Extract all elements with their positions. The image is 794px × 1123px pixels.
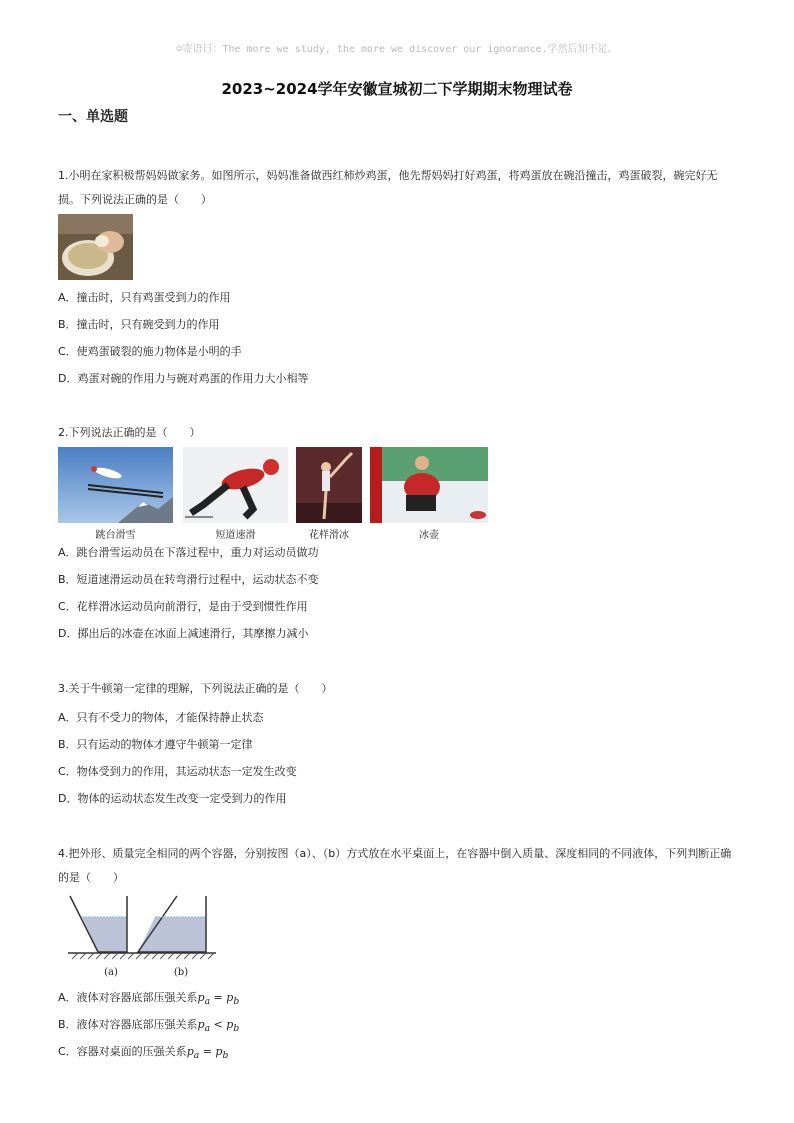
figure-skating-photo bbox=[296, 447, 362, 523]
q4-option-b-text: B．液体对容器底部压强关系 bbox=[58, 1018, 198, 1031]
question-3-stem: 3.关于牛顿第一定律的理解，下列说法正确的是（ ） bbox=[58, 682, 333, 695]
q4-option-b bbox=[58, 1016, 239, 1034]
caption-figure-skating: 花样滑冰 bbox=[309, 530, 349, 541]
watermark: ☺寄语曰：The more we study, the more we discover our ignorance.学然后知不足。 bbox=[176, 44, 618, 55]
egg-bowl-photo bbox=[58, 214, 133, 280]
q4-option-a-symbol: $p_a = p_b$ bbox=[197, 991, 240, 1008]
q2-option-d: D．掷出后的冰壶在冰面上减速滑行，其摩擦力减小 bbox=[58, 627, 309, 640]
section-heading: 一、单选题 bbox=[58, 109, 128, 125]
q4-option-c bbox=[58, 1043, 228, 1061]
q3-option-b: B．只有运动的物体才遵守牛顿第一定律 bbox=[58, 738, 253, 751]
speed-skating-photo bbox=[183, 447, 288, 523]
q1-option-b: B．撞击时，只有碗受到力的作用 bbox=[58, 318, 220, 331]
q3-option-c: C．物体受到力的作用，其运动状态一定发生改变 bbox=[58, 765, 297, 778]
caption-ski-jump: 跳台滑雪 bbox=[95, 530, 136, 541]
label-container-b: (b) bbox=[173, 967, 189, 978]
question-1-stem: 1.小明在家积极帮妈妈做家务。如图所示，妈妈准备做西红柿炒鸡蛋，他先帮妈妈打好鸡蛋，将鸡蛋放在碗沿撞击，鸡蛋破裂，碗完好无损。下列说法正确的是（ ） bbox=[58, 169, 718, 206]
q4-option-b-symbol: $p_a < p_b$ bbox=[197, 1018, 240, 1035]
page-title: 2023~2024学年安徽宣城初二下学期期末物理试卷 bbox=[221, 80, 573, 98]
q3-option-d: D．物体的运动状态发生改变一定受到力的作用 bbox=[58, 792, 287, 805]
q1-option-d: D．鸡蛋对碗的作用力与碗对鸡蛋的作用力大小相等 bbox=[58, 372, 309, 385]
q2-option-c: C．花样滑冰运动员向前滑行，是由于受到惯性作用 bbox=[58, 600, 308, 613]
q4-option-a-text: A．液体对容器底部压强关系 bbox=[58, 991, 198, 1004]
q2-option-b: B．短道速滑运动员在转弯滑行过程中，运动状态不变 bbox=[58, 573, 319, 586]
caption-curling: 冰壶 bbox=[419, 530, 439, 541]
q1-option-c: C．使鸡蛋破裂的施力物体是小明的手 bbox=[58, 345, 242, 358]
curling-photo bbox=[370, 447, 488, 523]
q1-option-a: A．撞击时，只有鸡蛋受到力的作用 bbox=[58, 291, 231, 304]
containers-diagram bbox=[68, 890, 216, 978]
q4-option-c-symbol: $p_a = p_b$ bbox=[186, 1045, 229, 1062]
question-4-stem: 4.把外形、质量完全相同的两个容器，分别按图（a）、（b）方式放在水平桌面上，在容器中倒入质量、深度相同的不同液体，下列判断正确的是（ ） bbox=[58, 847, 732, 884]
q4-option-c-text: C．容器对桌面的压强关系 bbox=[58, 1045, 187, 1058]
q4-option-a bbox=[58, 989, 239, 1007]
question-2-stem: 2.下列说法正确的是（ ） bbox=[58, 426, 201, 439]
caption-speed-skating: 短道速滑 bbox=[215, 530, 256, 541]
q3-option-a: A．只有不受力的物体，才能保持静止状态 bbox=[58, 711, 264, 724]
label-container-a: (a) bbox=[104, 967, 118, 978]
q2-option-a: A．跳台滑雪运动员在下落过程中，重力对运动员做功 bbox=[58, 546, 319, 559]
ski-jump-photo bbox=[58, 447, 173, 523]
